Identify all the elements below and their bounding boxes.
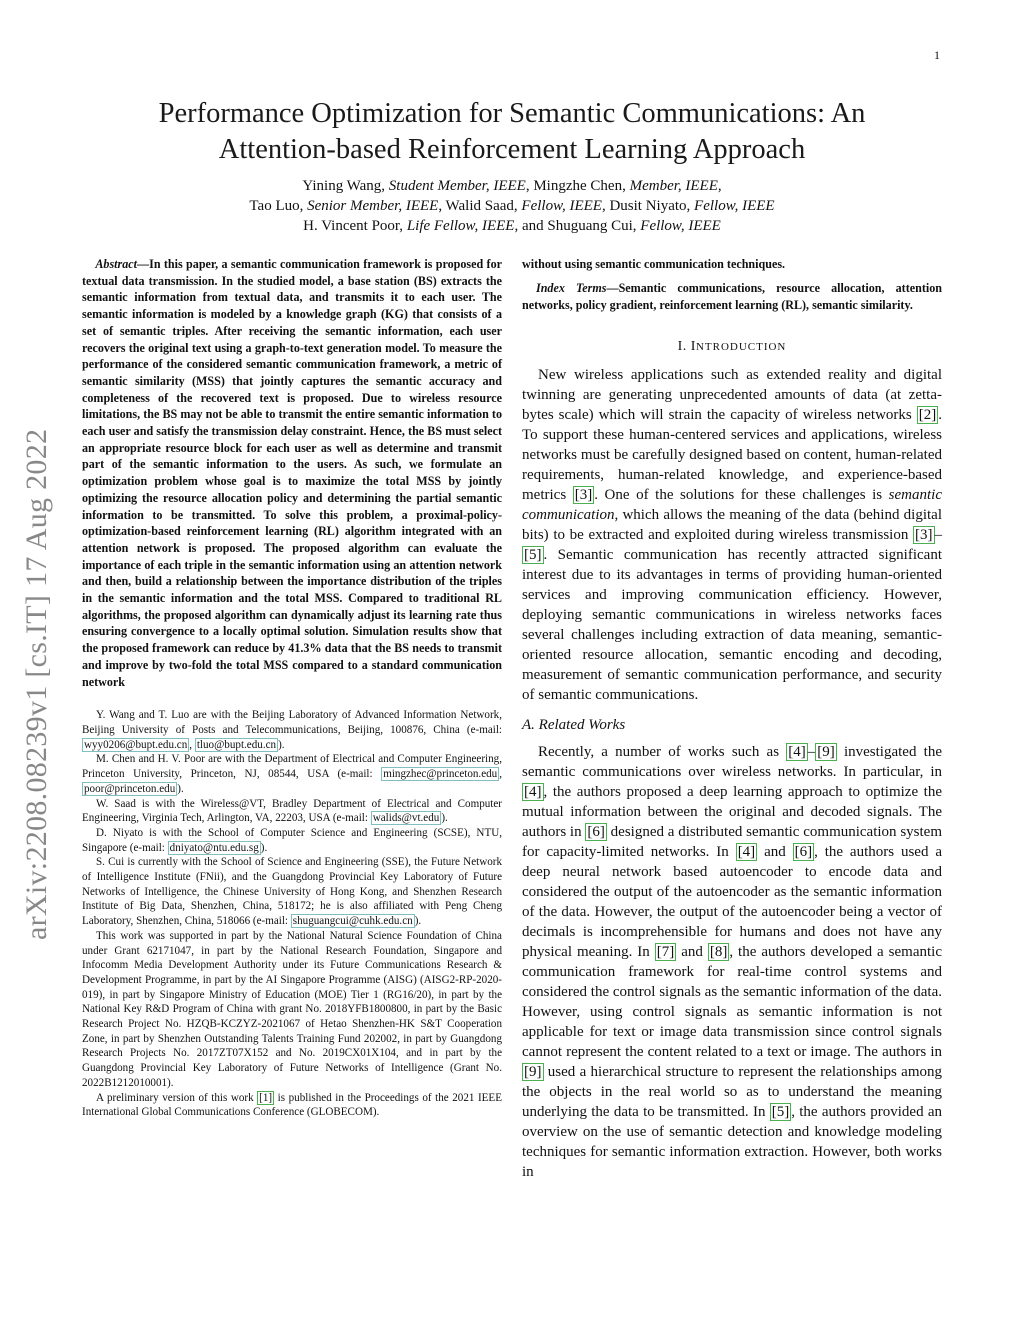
- index-terms: [522, 280, 942, 313]
- abstract-text: —In this paper, a semantic communication framework is proposed for textual data transmission. In the studied model, a base station (BS) extracts the semantic information from textual data, and transmits it to each user. The semantic information is modeled by a knowledge graph (KG) that consists of a set of semantic triples. After receiving the semantic information, each user recovers the original text using a graph-to-text generation model. To measure the performance of the considered semantic communication framework, a metric of semantic similarity (MSS) that jointly captures the semantic accuracy and completeness of the recovered text is proposed. Due to wireless resource limitations, the BS may not be able to transmit the entire semantic information to each user and satisfy the transmission delay constraint. Hence, the BS must select an appropriate resource block for each user as well as determine and transmit part of the semantic information to the users. As such, we formulate an optimization problem whose goal is to maximize the total MSS by jointly optimizing the resource allocation policy and determining the partial semantic information to be transmitted. To solve this problem, a proximal-policy-optimization-based reinforcement learning (RL) algorithm integrated with an attention network is proposed. The proposed algorithm can evaluate the importance of each triple in the semantic information using an attention network and then, build a relationship between the importance distribution of the triples in the semantic information and the total MSS. Compared to traditional RL algorithms, the proposed algorithm can dynamically adjust its learning rate thus ensuring convergence to a locally optimal solution. Simulation results show that the proposed framework can reduce by 41.3% data that the BS needs to transmit and improve by two-fold the total MSS compared to a standard communication network: [82, 257, 503, 689]
- footnote-text: A preliminary version of this work: [96, 1091, 258, 1104]
- citation-link[interactable]: [7]: [656, 944, 675, 961]
- footnote-text: S. Cui is currently with the School of Science and Engineering (SSE), the Future Network of Intelligence Institute (FNii), and the Guangdong Provincial Key Laboratory of Future Networks of Intelligence, the Chinese University of Hong Kong, and Shenzhen Research Institute of Big Data, Shenzhen, China, 518172; he is also affiliated with Peng Cheng Laboratory, Shenzhen, China, 518066 (e-mail:: [82, 856, 502, 928]
- intro-paragraph: [522, 365, 942, 705]
- email-link[interactable]: mingzhec@princeton.edu: [383, 768, 498, 781]
- title-line-2: Attention-based Reinforcement Learning Approach: [218, 134, 806, 165]
- body-text: –: [934, 527, 942, 544]
- footnote-text: D. Niyato is with the School of Computer Science and Engineering (SCSE), NTU, Singapore (e-mail:: [82, 826, 502, 854]
- citation-link[interactable]: [1]: [259, 1091, 273, 1104]
- body-text: . To support these human-centered services and applications, wireless networks must be carefully designed based on content, human-related requirements, human-related knowledge, and experience-based metrics: [522, 407, 942, 504]
- citation-link[interactable]: [6]: [794, 844, 813, 861]
- footnote-funding: This work was supported in part by the National Natural Science Foundation of China under Grant 62171047, in part by the National Research Foundation, Singapore and Infocomm Media Development Authority under its Future Communications Research & Development Programme, in part by the AI Singapore Programme (AISG) (AISG2-RP-2020-019), in part by Singapore Ministry of Education (MOE) Tier 1 (RG16/20), in part by the National Key R&D Program of China with grant No. 2018YFB1800800, in part by the Basic Research Project No. HZQB-KCZYZ-2021067 of Hetao Shenzhen-HK S&T Cooperation Zone, in part by Shenzhen Outstanding Talents Training Fund 202002, in part by Guangdong Research Projects No. 2017ZT07X152 and No. 2019CX01X104, and in part by the Guangdong Provincial Key Laboratory of Future Networks of Intelligence (Grant No. 2022B1212010001).: [82, 929, 502, 1089]
- author-name: , Walid Saad,: [438, 198, 518, 214]
- citation-link[interactable]: [4]: [524, 784, 542, 801]
- author-name: Tao Luo,: [249, 198, 304, 214]
- author-name: , Dusit Niyato,: [601, 198, 691, 214]
- left-column: [82, 256, 502, 1120]
- footnote-text: Y. Wang and T. Luo are with the Beijing Laboratory of Advanced Information Network, Beijing University of Posts and Telecommunications, Beijing, 100876, China (e-mail:: [82, 709, 502, 736]
- body-text: . One of the solutions for these challenges is: [594, 487, 889, 504]
- footnotes: [82, 708, 502, 1120]
- citation-link[interactable]: [4]: [737, 844, 756, 861]
- author-line-3: [90, 216, 934, 236]
- body-text: , the authors used a deep neural network based autoencoder to encode data and considered the output of the autoencoder as the semantic information of the data. However, the output of the autoencoder being a vector of decimals is incomprehensible for humans and does not have any physical meaning. In: [522, 844, 942, 961]
- author-name: H. Vincent Poor,: [303, 218, 404, 234]
- body-text: New wireless applications such as extended reality and digital twinning are generating unprecedented amounts of data (at zetta-bytes scale) which will strain the capacity of wireless networks: [522, 367, 942, 424]
- title-line-1: Performance Optimization for Semantic Communications: An: [158, 98, 866, 129]
- citation-link[interactable]: [4]: [788, 744, 806, 761]
- author-list: [90, 176, 934, 236]
- paper-title: [90, 96, 934, 168]
- section-heading-introduction: [522, 339, 942, 355]
- heading-number: I. I: [677, 339, 696, 355]
- citation-link[interactable]: [2]: [918, 407, 937, 424]
- email-link[interactable]: shuguangcui@cuhk.edu.cn: [292, 915, 413, 928]
- citation-link[interactable]: [3]: [915, 527, 933, 544]
- email-link[interactable]: dniyato@ntu.edu.sg: [169, 841, 259, 854]
- citation-link[interactable]: [5]: [524, 547, 542, 564]
- body-text: –: [807, 744, 816, 761]
- page-number: 1: [934, 48, 940, 62]
- related-paragraph: [522, 742, 942, 1182]
- body-text: , which allows the meaning of the data (behind digital bits) to be extracted and exploited during wireless transmission: [522, 507, 942, 544]
- body-text: , the authors proposed a deep learning approach to optimize the mutual information between the original and decoded signals. The authors in: [522, 784, 942, 841]
- author-name: , Mingzhe Chen,: [525, 178, 626, 194]
- body-text: investigated the semantic communications over wireless networks. In particular, in: [522, 744, 942, 781]
- email-link[interactable]: tluo@bupt.edu.cn: [196, 738, 277, 751]
- body-text: . Semantic communication has recently attracted significant interest due to its advantages in terms of providing human-oriented services and improving communication efficiency. However, deploying semantic communications in wireless networks faces several challenges including extraction of data meaning, semantic-oriented resource allocation, semantic encoding and decoding, measurement of semantic communication performance, and security of semantic communications.: [522, 547, 942, 704]
- citation-link[interactable]: [9]: [524, 1064, 542, 1081]
- author-line-2: [90, 196, 934, 216]
- author-role: Fellow, IEEE: [521, 198, 602, 214]
- author-role: Member, IEEE: [629, 178, 718, 194]
- body-text: and: [676, 944, 708, 961]
- body-text: designed a distributed semantic communication system for capacity-limited networks. In: [522, 824, 942, 861]
- body-text: , the authors provided an overview on the use of semantic detection and knowledge modeling techniques for semantic information extraction. However, both works in: [522, 1104, 942, 1181]
- author-role: Fellow, IEEE: [694, 198, 775, 214]
- author-name: , and Shuguang Cui,: [514, 218, 637, 234]
- body-text: used a hierarchical structure to represent the relationships among the objects in the real world so as to understand the meaning underlying the data to be transmitted. In: [522, 1064, 942, 1121]
- citation-link[interactable]: [5]: [771, 1104, 790, 1121]
- index-terms-label: Index Terms: [536, 281, 607, 295]
- citation-link[interactable]: [3]: [574, 487, 593, 504]
- email-link[interactable]: walids@vt.edu: [372, 812, 440, 825]
- body-text: Recently, a number of works such as: [538, 744, 787, 761]
- author-line-1: Yining Wang, Student Member, IEEE, Mingzhe Chen, Member, IEEE,: [302, 178, 722, 194]
- right-column: [522, 256, 942, 1182]
- abstract-continuation: without using semantic communication techniques.: [522, 257, 786, 271]
- email-link[interactable]: wyy0206@bupt.edu.cn: [84, 738, 188, 751]
- footnote-affiliation: W. Saad is with the Wireless@VT, Bradley Department of Electrical and Computer Engineering, Virginia Tech, Arlington, VA, 22203, USA (e-mail: walids@vt.edu ).: [82, 797, 502, 825]
- subsection-heading-related-works: A. Related Works: [522, 717, 626, 734]
- footnote-text: M. Chen and H. V. Poor are with the Department of Electrical and Computer Engineering, Princeton University, Princeton, NJ, 08544, USA (e-mail:: [82, 753, 502, 781]
- footnote-affiliation: S. Cui is currently with the School of Science and Engineering (SSE), the Future Network of Intelligence Institute (FNii), and the Guangdong Provincial Key Laboratory of Future Networks of Intelligence, the Chinese University of Hong Kong, and Shenzhen Research Institute of Big Data, Shenzhen, China, 518172; he is also affiliated with Peng Cheng Laboratory, Shenzhen, China, 518066 (e-mail: shuguangcui@cuhk.edu.cn ).: [82, 856, 502, 928]
- footnote-text: is published in the Proceedings of the 2021 IEEE International Global Communications Conference (GLOBECOM).: [82, 1091, 502, 1119]
- footnote-affiliation: D. Niyato is with the School of Computer Science and Engineering (SCSE), NTU, Singapore (e-mail: dniyato@ntu.edu.sg ).: [82, 826, 502, 854]
- author-role: Senior Member, IEEE: [307, 198, 439, 214]
- author-role: Fellow, IEEE: [640, 218, 721, 234]
- abstract: [82, 256, 502, 690]
- citation-link[interactable]: [6]: [587, 824, 605, 841]
- citation-link[interactable]: [9]: [817, 744, 835, 761]
- citation-link[interactable]: [8]: [709, 944, 728, 961]
- heading-text: NTRODUCTION: [695, 341, 787, 354]
- footnote-text: W. Saad is with the Wireless@VT, Bradley Department of Electrical and Computer Engineering, Virginia Tech, Arlington, VA, 22203, USA (e-mail:: [82, 797, 502, 825]
- author-role: Student Member, IEEE: [388, 178, 526, 194]
- body-text: and: [757, 844, 793, 861]
- index-terms-text: —Semantic communications, resource allocation, attention networks, policy gradient, reinforcement learning (RL), semantic similarity.: [522, 281, 942, 312]
- author-role: Life Fellow, IEEE: [406, 218, 515, 234]
- footnote-preliminary: [82, 1091, 502, 1120]
- abstract-label: Abstract: [95, 257, 138, 271]
- arxiv-identifier: arXiv:2208.08239v1 [cs.IT] 17 Aug 2022: [20, 428, 53, 940]
- email-link[interactable]: poor@princeton.edu: [84, 782, 176, 795]
- footnote-affiliation: Y. Wang and T. Luo are with the Beijing Laboratory of Advanced Information Network, Beijing University of Posts and Telecommunications, Beijing, 100876, China (e-mail: wyy0206@bupt.edu.cn , tluo@bupt.edu.cn ).: [82, 709, 502, 751]
- footnote-affiliation: M. Chen and H. V. Poor are with the Department of Electrical and Computer Engineering, Princeton University, Princeton, NJ, 08544, USA (e-mail: mingzhec@princeton.edu , poor@princeton.edu ).: [82, 753, 502, 795]
- emphasis-text: semantic communication: [522, 487, 942, 524]
- author-name: Yining Wang,: [302, 178, 386, 194]
- body-text: , the authors developed a semantic communication framework for real-time control systems and considered the control signals as the semantic information of the data. However, using control signals as semantic information is not applicable for text or image data transmission since control signals cannot represent the content related to a text or image. The authors in: [522, 944, 942, 1061]
